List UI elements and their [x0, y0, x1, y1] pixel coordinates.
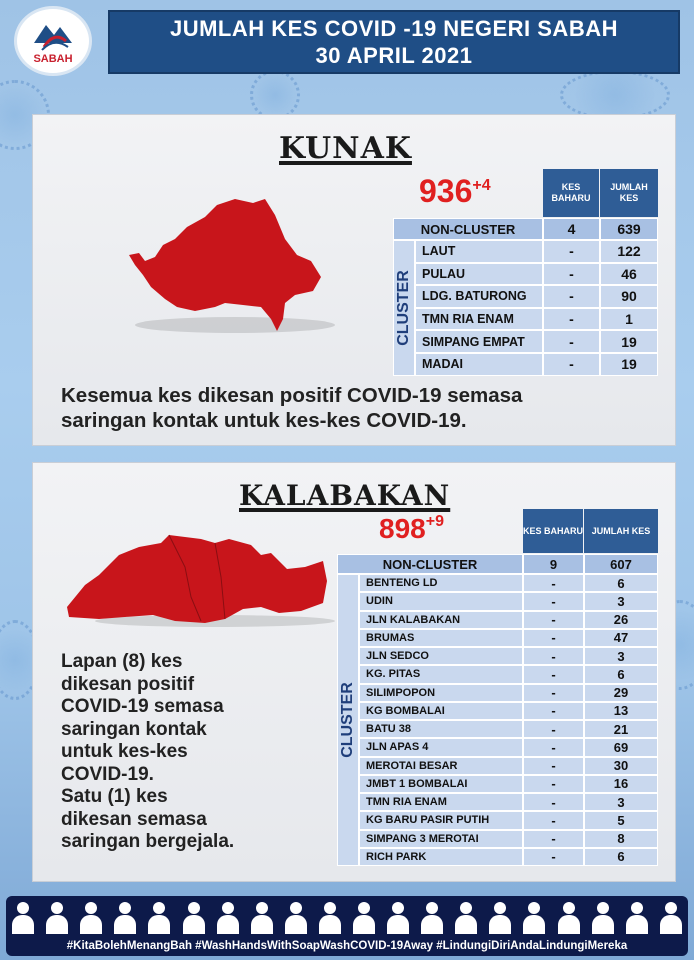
cluster-new: -	[543, 263, 600, 286]
kunak-total	[419, 173, 491, 210]
frontliner-icon	[523, 902, 545, 934]
cluster-total: 46	[600, 263, 658, 286]
non-cluster-new: 4	[543, 218, 600, 240]
cluster-new: -	[523, 757, 584, 775]
cluster-name: TMN RIA ENAM	[359, 793, 523, 811]
cluster-row	[359, 757, 658, 775]
report-date: 30 APRIL 2021	[315, 43, 473, 68]
cluster-row	[359, 574, 658, 592]
kunak-note-line: saringan kontak untuk kes-kes COVID-19.	[61, 409, 467, 432]
virus-decoration	[560, 70, 670, 120]
kalabakan-note-line: untuk kes-kes	[61, 741, 188, 762]
footer-banner	[6, 896, 688, 956]
kalabakan-total-value: 898	[379, 513, 426, 544]
cluster-total: 5	[584, 811, 658, 829]
cluster-name: BENTENG LD	[359, 574, 523, 592]
cluster-total: 29	[584, 684, 658, 702]
cluster-name: MEROTAI BESAR	[359, 757, 523, 775]
cluster-total: 69	[584, 738, 658, 756]
kalabakan-panel	[32, 462, 676, 882]
sabah-logo	[14, 6, 92, 76]
frontliner-icon	[626, 902, 648, 934]
non-cluster-total: 639	[600, 218, 658, 240]
cluster-new: -	[523, 629, 584, 647]
cluster-name: JLN SEDCO	[359, 647, 523, 665]
frontliner-icon	[489, 902, 511, 934]
cluster-row	[415, 330, 658, 353]
non-cluster-label: NON-CLUSTER	[337, 554, 523, 574]
cluster-name: LAUT	[415, 240, 543, 263]
non-cluster-new: 9	[523, 554, 584, 574]
cluster-new: -	[523, 811, 584, 829]
kalabakan-map	[65, 531, 337, 631]
kalabakan-note-line: Lapan (8) kes	[61, 651, 183, 672]
cluster-name: KG BOMBALAI	[359, 702, 523, 720]
cluster-total: 13	[584, 702, 658, 720]
kunak-panel	[32, 114, 676, 446]
sabah-logo-icon	[30, 17, 76, 51]
col-header-kes-baharu: KES BAHARU	[543, 169, 599, 217]
cluster-new: -	[543, 240, 600, 263]
cluster-new: -	[523, 848, 584, 866]
cluster-total: 19	[600, 330, 658, 353]
cluster-row	[359, 592, 658, 610]
cluster-new: -	[543, 285, 600, 308]
cluster-label: CLUSTER	[337, 574, 359, 866]
cluster-name: RICH PARK	[359, 848, 523, 866]
cluster-row	[359, 830, 658, 848]
cluster-new: -	[543, 330, 600, 353]
cluster-row	[415, 308, 658, 331]
cluster-name: JLN APAS 4	[359, 738, 523, 756]
frontliner-icon	[80, 902, 102, 934]
cluster-name: MADAI	[415, 353, 543, 376]
kalabakan-note-line: dikesan positif	[61, 673, 195, 695]
frontliner-icon	[46, 902, 68, 934]
kunak-note-line: Kesemua kes dikesan positif COVID-19 semasa	[61, 384, 523, 407]
kalabakan-note-line: dikesan semasa	[61, 808, 207, 830]
cluster-row	[359, 702, 658, 720]
cluster-name: LDG. BATURONG	[415, 285, 543, 308]
frontliner-icon	[148, 902, 170, 934]
cluster-row	[359, 647, 658, 665]
cluster-total: 90	[600, 285, 658, 308]
frontliner-icon	[558, 902, 580, 934]
cluster-total: 1	[600, 308, 658, 331]
cluster-row	[359, 811, 658, 829]
cluster-row	[359, 611, 658, 629]
cluster-new: -	[523, 738, 584, 756]
frontliner-icon	[285, 902, 307, 934]
cluster-row	[359, 720, 658, 738]
cluster-name: SIMPANG 3 MEROTAI	[359, 830, 523, 848]
cluster-row	[359, 665, 658, 683]
non-cluster-row	[337, 554, 658, 574]
non-cluster-row	[393, 218, 658, 240]
frontliner-icon	[660, 902, 682, 934]
cluster-total: 26	[584, 611, 658, 629]
frontliner-icon	[183, 902, 205, 934]
title-banner	[108, 10, 680, 74]
cluster-row	[359, 738, 658, 756]
cluster-total: 19	[600, 353, 658, 376]
kunak-note	[61, 383, 522, 433]
cluster-row	[415, 240, 658, 263]
cluster-name: KG BARU PASIR PUTIH	[359, 811, 523, 829]
cluster-total: 47	[584, 629, 658, 647]
non-cluster-label: NON-CLUSTER	[393, 218, 543, 240]
cluster-name: BATU 38	[359, 720, 523, 738]
cluster-new: -	[523, 775, 584, 793]
district-title-kunak: KUNAK	[279, 131, 412, 166]
cluster-total: 3	[584, 647, 658, 665]
non-cluster-total: 607	[584, 554, 658, 574]
hashtags: #KitaBolehMenangBah #WashHandsWithSoapWashCOVID-19Away #LindungiDiriAndaLindungiMereka	[66, 940, 628, 952]
cluster-row	[415, 263, 658, 286]
col-header-jumlah-kes: JUMLAH KES	[600, 169, 658, 217]
kalabakan-note	[61, 651, 234, 854]
kalabakan-note-line: saringan kontak	[61, 718, 207, 740]
cluster-new: -	[523, 611, 584, 629]
logo-text: SABAH	[33, 53, 73, 65]
kalabakan-note-line: Satu (1) kes	[61, 786, 168, 807]
cluster-new: -	[523, 793, 584, 811]
virus-decoration	[250, 70, 300, 120]
frontliner-icon	[12, 902, 34, 934]
cluster-new: -	[523, 647, 584, 665]
cluster-name: SILIMPOPON	[359, 684, 523, 702]
cluster-name: UDIN	[359, 592, 523, 610]
district-title-kalabakan: KALABAKAN	[239, 479, 451, 512]
cluster-total: 21	[584, 720, 658, 738]
cluster-new: -	[543, 308, 600, 331]
cluster-new: -	[523, 830, 584, 848]
cluster-name: JLN KALABAKAN	[359, 611, 523, 629]
cluster-total: 6	[584, 574, 658, 592]
cluster-name: SIMPANG EMPAT	[415, 330, 543, 353]
frontliner-icon	[592, 902, 614, 934]
cluster-row	[359, 684, 658, 702]
cluster-row	[415, 353, 658, 376]
cluster-new: -	[523, 665, 584, 683]
kunak-map	[125, 195, 335, 345]
kalabakan-increase: +9	[425, 513, 444, 530]
cluster-name: PULAU	[415, 263, 543, 286]
frontliner-icon	[114, 902, 136, 934]
cluster-total: 30	[584, 757, 658, 775]
cluster-row	[359, 848, 658, 866]
frontliner-icon	[455, 902, 477, 934]
cluster-row	[359, 775, 658, 793]
cluster-new: -	[523, 574, 584, 592]
cluster-new: -	[523, 702, 584, 720]
cluster-total: 8	[584, 830, 658, 848]
frontliner-icon	[421, 902, 443, 934]
cluster-total: 3	[584, 793, 658, 811]
frontliner-figures	[6, 898, 688, 934]
frontliner-icon	[251, 902, 273, 934]
frontliner-icon	[217, 902, 239, 934]
kalabakan-note-line: saringan bergejala.	[61, 831, 235, 852]
cluster-new: -	[523, 720, 584, 738]
cluster-name: KG. PITAS	[359, 665, 523, 683]
col-header-kes-baharu: KES BAHARU	[523, 509, 583, 553]
kunak-increase: +4	[472, 177, 491, 194]
cluster-row	[359, 629, 658, 647]
cluster-name: JMBT 1 BOMBALAI	[359, 775, 523, 793]
kalabakan-total	[379, 513, 444, 545]
cluster-total: 6	[584, 665, 658, 683]
cluster-total: 16	[584, 775, 658, 793]
kunak-total-value: 936	[419, 173, 473, 209]
kalabakan-note-line: COVID-19 semasa	[61, 696, 224, 717]
frontliner-icon	[387, 902, 409, 934]
frontliner-icon	[319, 902, 341, 934]
cluster-row	[415, 285, 658, 308]
kalabakan-note-line: COVID-19.	[61, 763, 154, 785]
page-title: JUMLAH KES COVID -19 NEGERI SABAH	[169, 16, 618, 41]
cluster-row	[359, 793, 658, 811]
cluster-new: -	[523, 592, 584, 610]
cluster-total: 3	[584, 592, 658, 610]
cluster-total: 122	[600, 240, 658, 263]
cluster-name: TMN RIA ENAM	[415, 308, 543, 331]
cluster-total: 6	[584, 848, 658, 866]
frontliner-icon	[353, 902, 375, 934]
cluster-name: BRUMAS	[359, 629, 523, 647]
cluster-new: -	[543, 353, 600, 376]
col-header-jumlah-kes: JUMLAH KES	[584, 509, 658, 553]
cluster-new: -	[523, 684, 584, 702]
cluster-label: CLUSTER	[393, 240, 415, 376]
